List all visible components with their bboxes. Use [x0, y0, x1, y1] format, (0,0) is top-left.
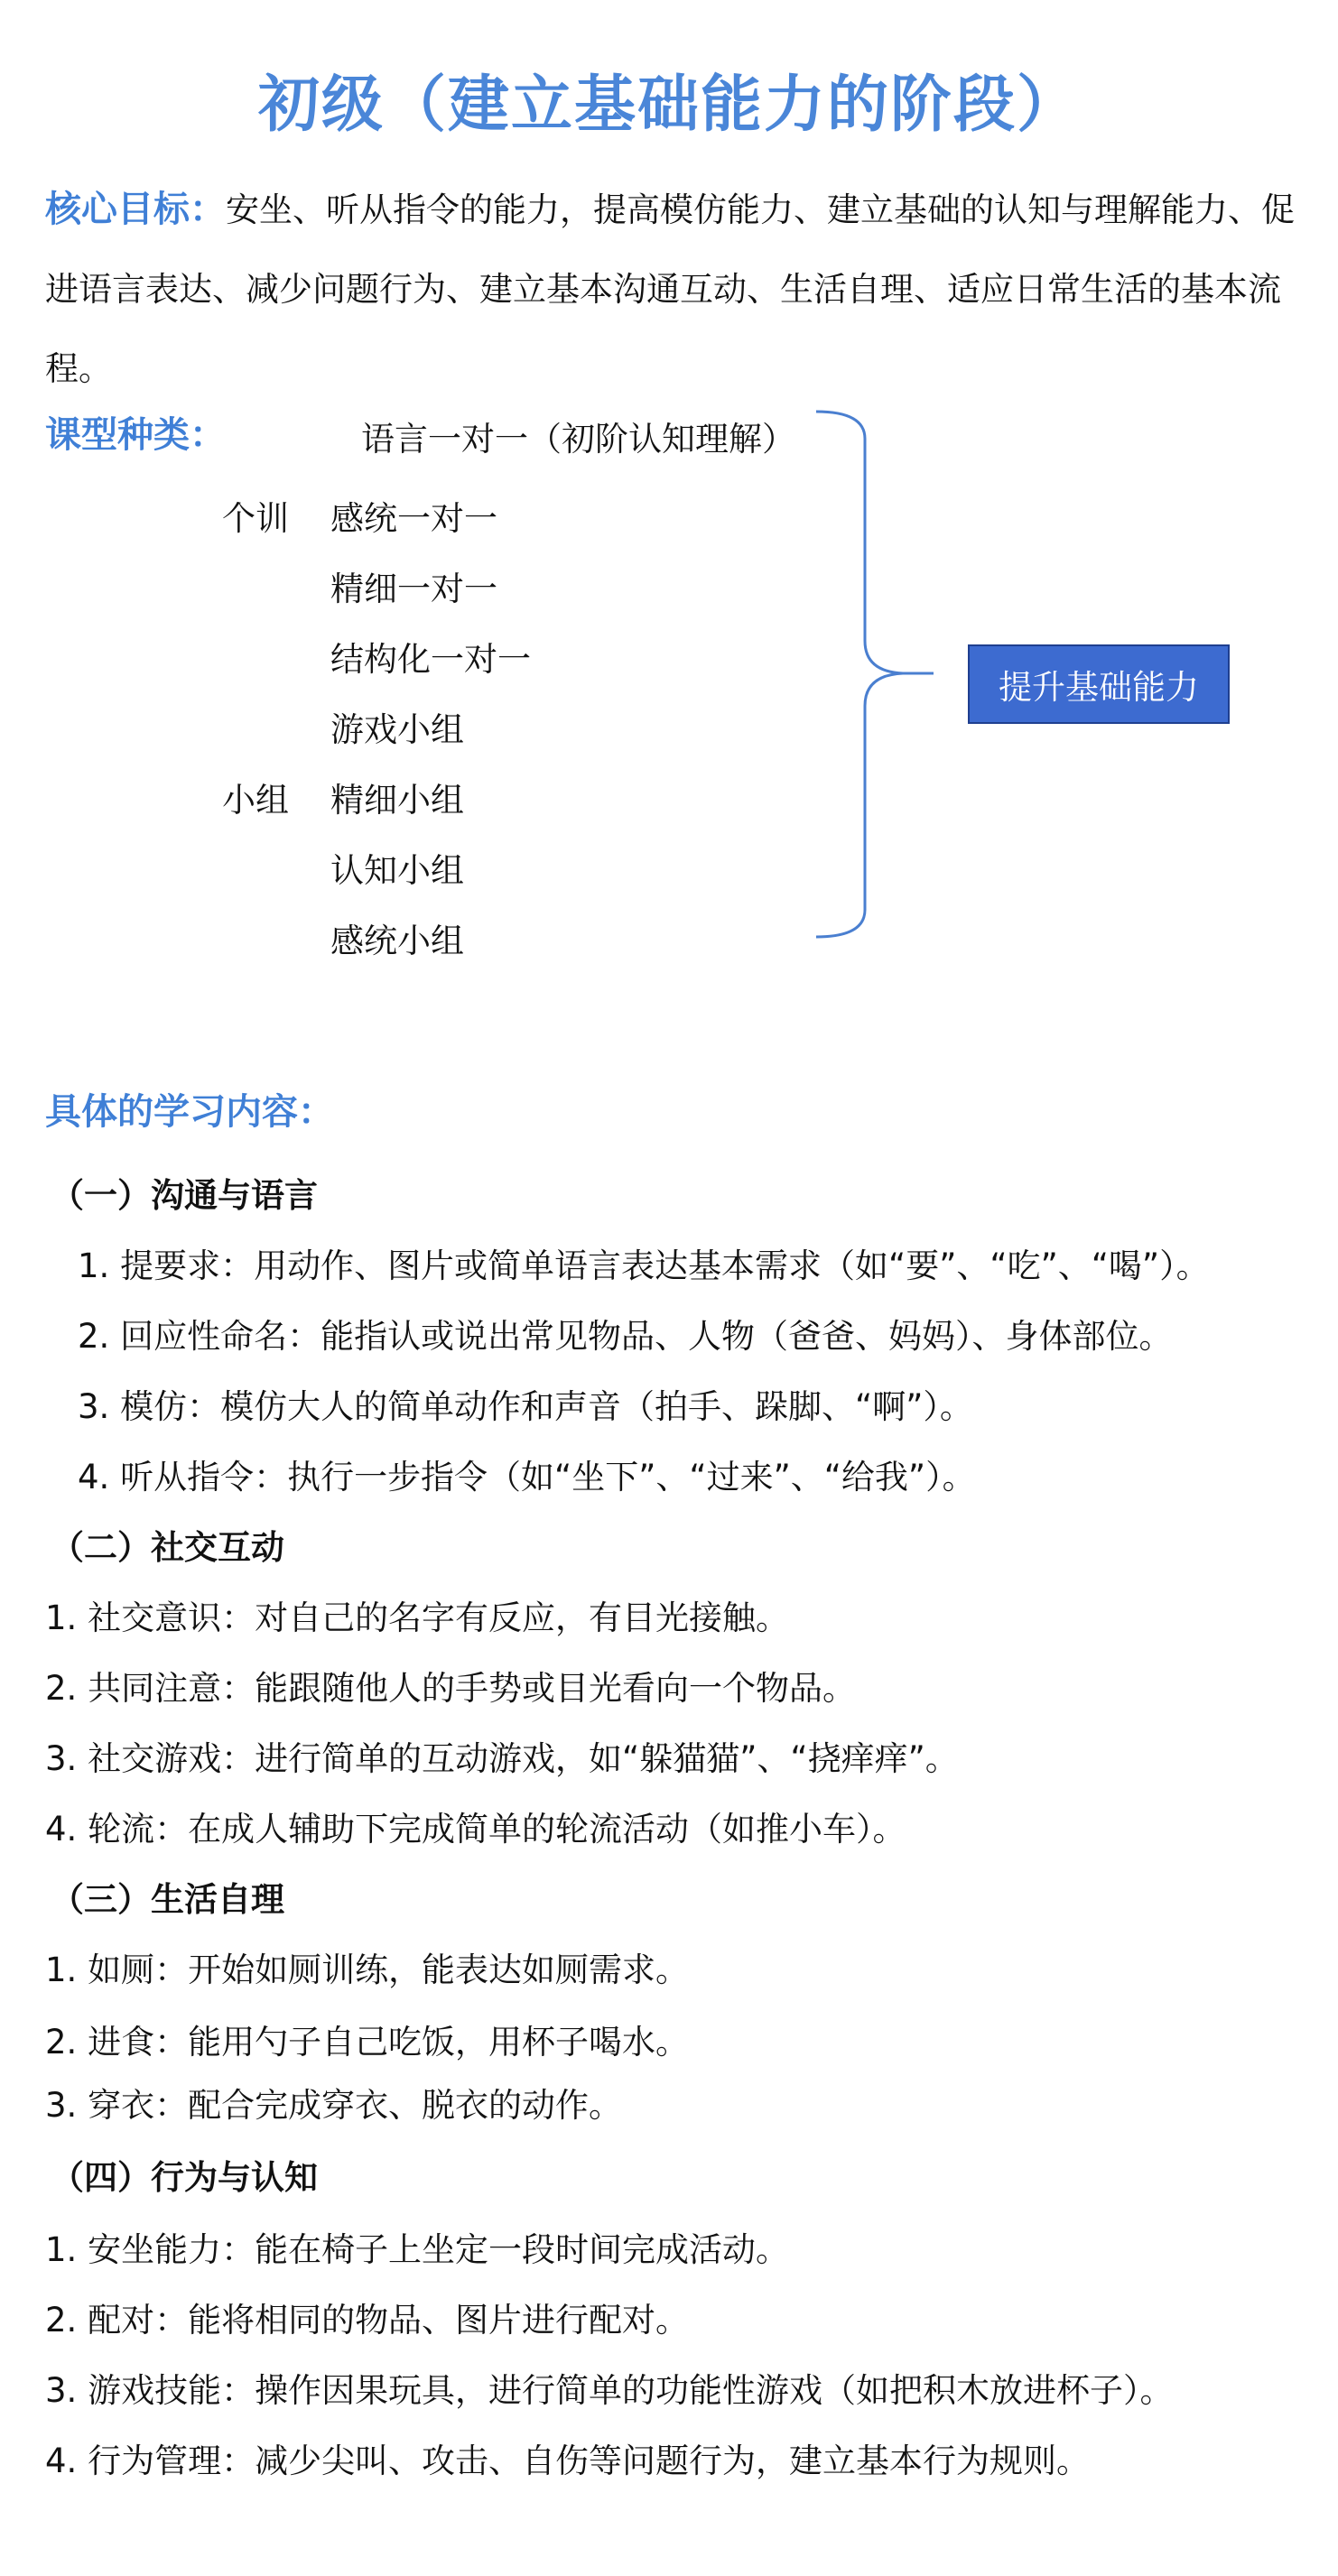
list-item: 4. 轮流：在成人辅助下完成简单的轮流活动（如推小车）。 — [45, 1810, 906, 1849]
course-item-structured-1on1: 结构化一对一 — [330, 640, 531, 679]
content-label: 具体的学习内容： — [45, 1091, 334, 1133]
list-item: 3. 游戏技能：操作因果玩具，进行简单的功能性游戏（如把积木放进杯子）。 — [45, 2371, 1174, 2410]
list-item: 1. 如厕：开始如厕训练，能表达如厕需求。 — [45, 1951, 690, 1989]
curly-bracket — [0, 0, 1338, 993]
list-item: 3. 社交游戏：进行简单的互动游戏，如“躲猫猫”、“挠痒痒”。 — [45, 1739, 959, 1778]
list-item: 2. 进食：能用勺子自己吃饭，用杯子喝水。 — [45, 2023, 690, 2062]
list-item: 2. 共同注意：能跟随他人的手势或目光看向一个物品。 — [45, 1669, 857, 1708]
list-item: 4. 行为管理：减少尖叫、攻击、自伤等问题行为，建立基本行为规则。 — [45, 2442, 1091, 2480]
list-item: 3. 模仿：模仿大人的简单动作和声音（拍手、跺脚、“啊”）。 — [78, 1387, 973, 1426]
list-item: 4. 听从指令：执行一步指令（如“坐下”、“过来”、“给我”）。 — [78, 1458, 976, 1496]
course-item-sensory-1on1: 感统一对一 — [330, 499, 497, 538]
list-item: 1. 提要求：用动作、图片或简单语言表达基本需求（如“要”、“吃”、“喝”）。 — [78, 1246, 1210, 1285]
list-item: 2. 配对：能将相同的物品、图片进行配对。 — [45, 2301, 690, 2340]
group-label-group: 小组 — [222, 781, 289, 820]
list-item: 1. 安坐能力：能在椅子上坐定一段时间完成活动。 — [45, 2230, 790, 2269]
core-goal-label: 核心目标： — [45, 189, 226, 230]
course-item-fine-motor-1on1: 精细一对一 — [330, 570, 497, 608]
core-goal-text: 安坐、听从指令的能力，提高模仿能力、建立基础的认知与理解能力、促进语言表达、减少问题行为、建立基本沟通互动、生活自理、适应日常生活的基本流程。 — [45, 190, 1295, 388]
course-item-play-group: 游戏小组 — [330, 710, 464, 749]
course-item-fine-motor-group: 精细小组 — [330, 781, 464, 820]
page-title: 初级（建立基础能力的阶段） — [257, 69, 1080, 141]
course-item-sensory-group: 感统小组 — [330, 922, 464, 960]
course-item-language: 语言一对一（初阶认知理解） — [361, 420, 795, 459]
list-item: 3. 穿衣：配合完成穿衣、脱衣的动作。 — [45, 2086, 623, 2125]
course-types-label: 课型种类： — [45, 414, 226, 456]
list-item: 2. 回应性命名：能指认或说出常见物品、人物（爸爸、妈妈）、身体部位。 — [78, 1317, 1173, 1356]
section-heading-communication: （一）沟通与语言 — [51, 1176, 318, 1215]
group-label-individual: 个训 — [222, 499, 289, 538]
section-heading-behavior: （四）行为与认知 — [51, 2158, 318, 2197]
section-heading-social: （二）社交互动 — [51, 1528, 284, 1567]
section-heading-self-care: （三）生活自理 — [51, 1880, 284, 1919]
bracket-path — [816, 412, 928, 937]
course-item-cognitive-group: 认知小组 — [330, 851, 464, 890]
list-item: 1. 社交意识：对自己的名字有反应，有目光接触。 — [45, 1598, 790, 1637]
result-box: 提升基础能力 — [968, 644, 1230, 724]
